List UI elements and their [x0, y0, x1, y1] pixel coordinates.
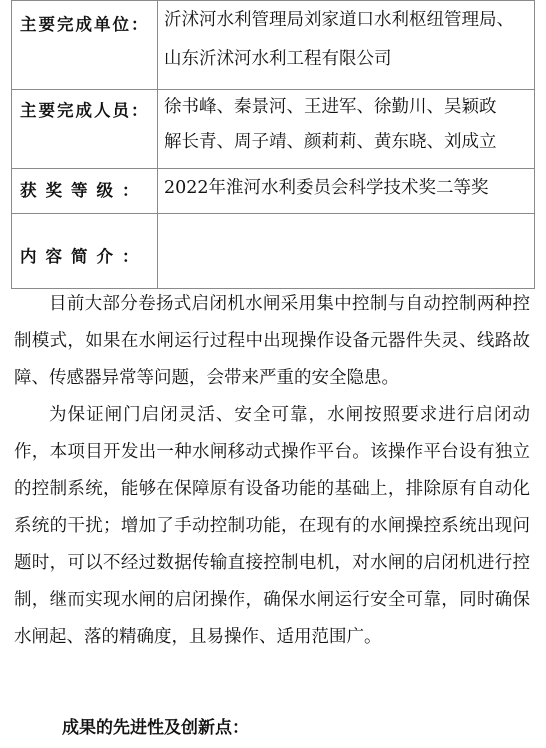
unit-label: 主要完成单位： — [20, 15, 150, 34]
intro-value-cell — [158, 214, 535, 289]
intro-label-cell — [12, 214, 158, 289]
level-row — [12, 169, 535, 214]
info-table — [11, 0, 535, 289]
people-label-cell — [12, 90, 158, 169]
people-value-line-1: 徐书峰、秦景河、王进军、徐勤川、吴颖政 — [164, 97, 497, 117]
paragraph-2: 为保证闸门启闭灵活、安全可靠，水闸按照要求进行启闭动作，本项目开发出一种水闸移动式操作平台。该操作平台设有独立的控制系统，能够在保障原有设备功能的基础上，排除原有自动化系统的干扰；增加了手动控制功能，在现有的水闸操控系统出现问题时，可以不经过数据传输直接控制电机，对水闸的启闭机进行控制，继而实现水闸的启闭操作，确保水闸运行安全可靠，同时确保水闸起、落的精确度，且易操作、适用范围广。 — [14, 405, 530, 647]
unit-row — [12, 1, 535, 90]
level-label-cell — [12, 169, 158, 214]
intro-row — [12, 214, 535, 289]
paragraph-1: 目前大部分卷扬式启闭机水闸采用集中控制与自动控制两种控制模式，如果在水闸运行过程中出现操作设备元器件失灵、线路故障、传感器异常等问题，会带来严重的安全隐患。 — [14, 294, 530, 388]
people-label: 主要完成人员： — [20, 101, 150, 120]
section-heading: 成果的先进性及创新点： — [62, 718, 249, 738]
unit-value-cell — [158, 1, 535, 90]
people-value-cell — [158, 90, 535, 169]
unit-value-line-2: 山东沂沭河水利工程有限公司 — [164, 49, 392, 69]
unit-label-cell — [12, 1, 158, 90]
unit-value-line-1: 沂沭河水利管理局刘家道口水利枢纽管理局、 — [164, 10, 514, 30]
level-value: 2022年淮河水利委员会科学技术奖二等奖 — [164, 178, 489, 198]
people-row — [12, 90, 535, 169]
people-value-line-2: 解长青、周子靖、颜莉莉、黄东晓、刘成立 — [164, 132, 497, 152]
level-label: 获奖等级： — [20, 181, 148, 200]
intro-label: 内容简介： — [20, 247, 148, 266]
body-text — [14, 286, 530, 656]
level-value-cell — [158, 169, 535, 214]
